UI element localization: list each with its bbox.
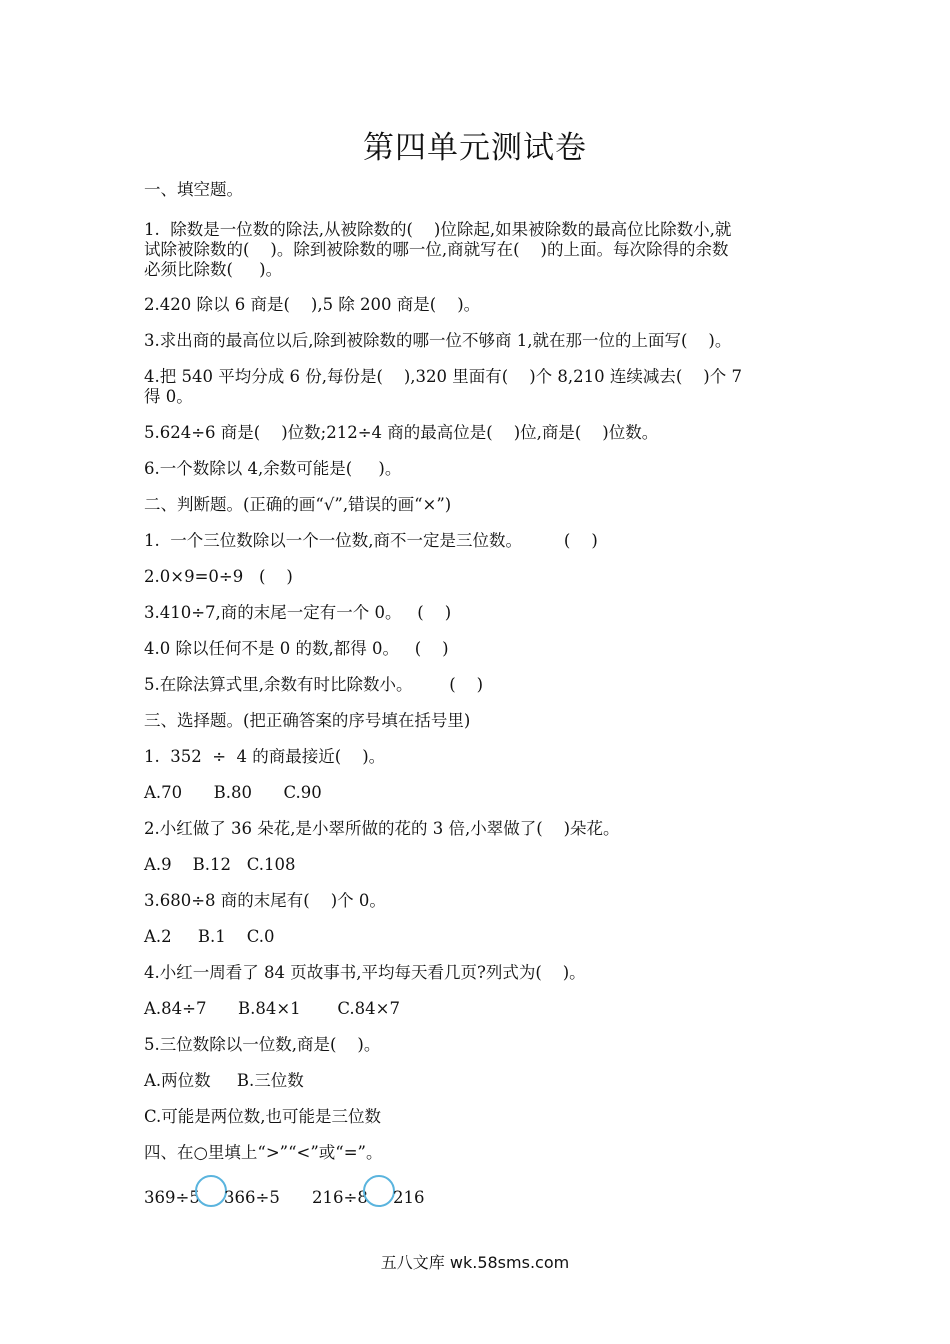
choice-question-5: 5.三位数除以一位数,商是( )。 (144, 1035, 381, 1054)
compare-2-right: 216 (393, 1188, 425, 1207)
section-heading-compare: 四、在○里填上“>”“<”或“=”。 (144, 1143, 383, 1162)
choice-question-5-option-c: C.可能是两位数,也可能是三位数 (144, 1107, 382, 1126)
section-heading-fill-blank: 一、填空题。 (144, 180, 243, 199)
judge-question-4: 4.0 除以任何不是 0 的数,都得 0。 ( ) (144, 639, 449, 658)
footer-watermark: 五八文库 wk.58sms.com (380, 1253, 570, 1272)
section-heading-multiple-choice: 三、选择题。(把正确答案的序号填在括号里) (144, 711, 471, 730)
choice-question-2: 2.小红做了 36 朵花,是小翠所做的花的 3 倍,小翠做了( )朵花。 (144, 819, 620, 838)
choice-question-3-options: A.2 B.1 C.0 (144, 927, 275, 946)
question-1-line-2: 试除被除数的( )。除到被除数的哪一位,商就写在( )的上面。每次除得的余数 (144, 240, 729, 259)
judge-question-3: 3.410÷7,商的末尾一定有一个 0。 ( ) (144, 603, 452, 622)
compare-row (144, 1175, 844, 1215)
compare-1-right: 366÷5 (224, 1188, 280, 1207)
choice-question-1: 1. 352 ÷ 4 的商最接近( )。 (144, 747, 386, 766)
choice-question-2-options: A.9 B.12 C.108 (144, 855, 296, 874)
page-title: 第四单元测试卷 (363, 130, 587, 166)
judge-question-2: 2.0×9=0÷9 ( ) (144, 567, 293, 586)
section-heading-true-false: 二、判断题。(正确的画“√”,错误的画“×”) (144, 495, 452, 514)
choice-question-4: 4.小红一周看了 84 页故事书,平均每天看几页?列式为( )。 (144, 963, 586, 982)
question-4-line-2: 得 0。 (144, 387, 193, 406)
question-2: 2.420 除以 6 商是( ),5 除 200 商是( )。 (144, 295, 481, 314)
compare-2-left: 216÷8 (312, 1188, 368, 1207)
compare-1-circle-blank[interactable] (195, 1175, 227, 1207)
compare-2-circle-blank[interactable] (363, 1175, 395, 1207)
choice-question-1-options: A.70 B.80 C.90 (144, 783, 322, 802)
question-3: 3.求出商的最高位以后,除到被除数的哪一位不够商 1,就在那一位的上面写( )。 (144, 331, 732, 350)
question-1-line-3: 必须比除数( )。 (144, 260, 283, 279)
judge-question-5: 5.在除法算式里,余数有时比除数小。 ( ) (144, 675, 484, 694)
question-5: 5.624÷6 商是( )位数;212÷4 商的最高位是( )位,商是( )位数。 (144, 423, 659, 442)
question-4-line-1: 4.把 540 平均分成 6 份,每份是( ),320 里面有( )个 8,210 连续减去( )个 7 (144, 367, 742, 386)
choice-question-3: 3.680÷8 商的末尾有( )个 0。 (144, 891, 386, 910)
question-6: 6.一个数除以 4,余数可能是( )。 (144, 459, 402, 478)
judge-question-1: 1. 一个三位数除以一个一位数,商不一定是三位数。 ( ) (144, 531, 598, 550)
choice-question-4-options: A.84÷7 B.84×1 C.84×7 (144, 999, 400, 1018)
compare-1-left: 369÷5 (144, 1188, 200, 1207)
choice-question-5-options: A.两位数 B.三位数 (144, 1071, 304, 1090)
question-1-line-1: 1. 除数是一位数的除法,从被除数的( )位除起,如果被除数的最高位比除数小,就 (144, 220, 732, 239)
